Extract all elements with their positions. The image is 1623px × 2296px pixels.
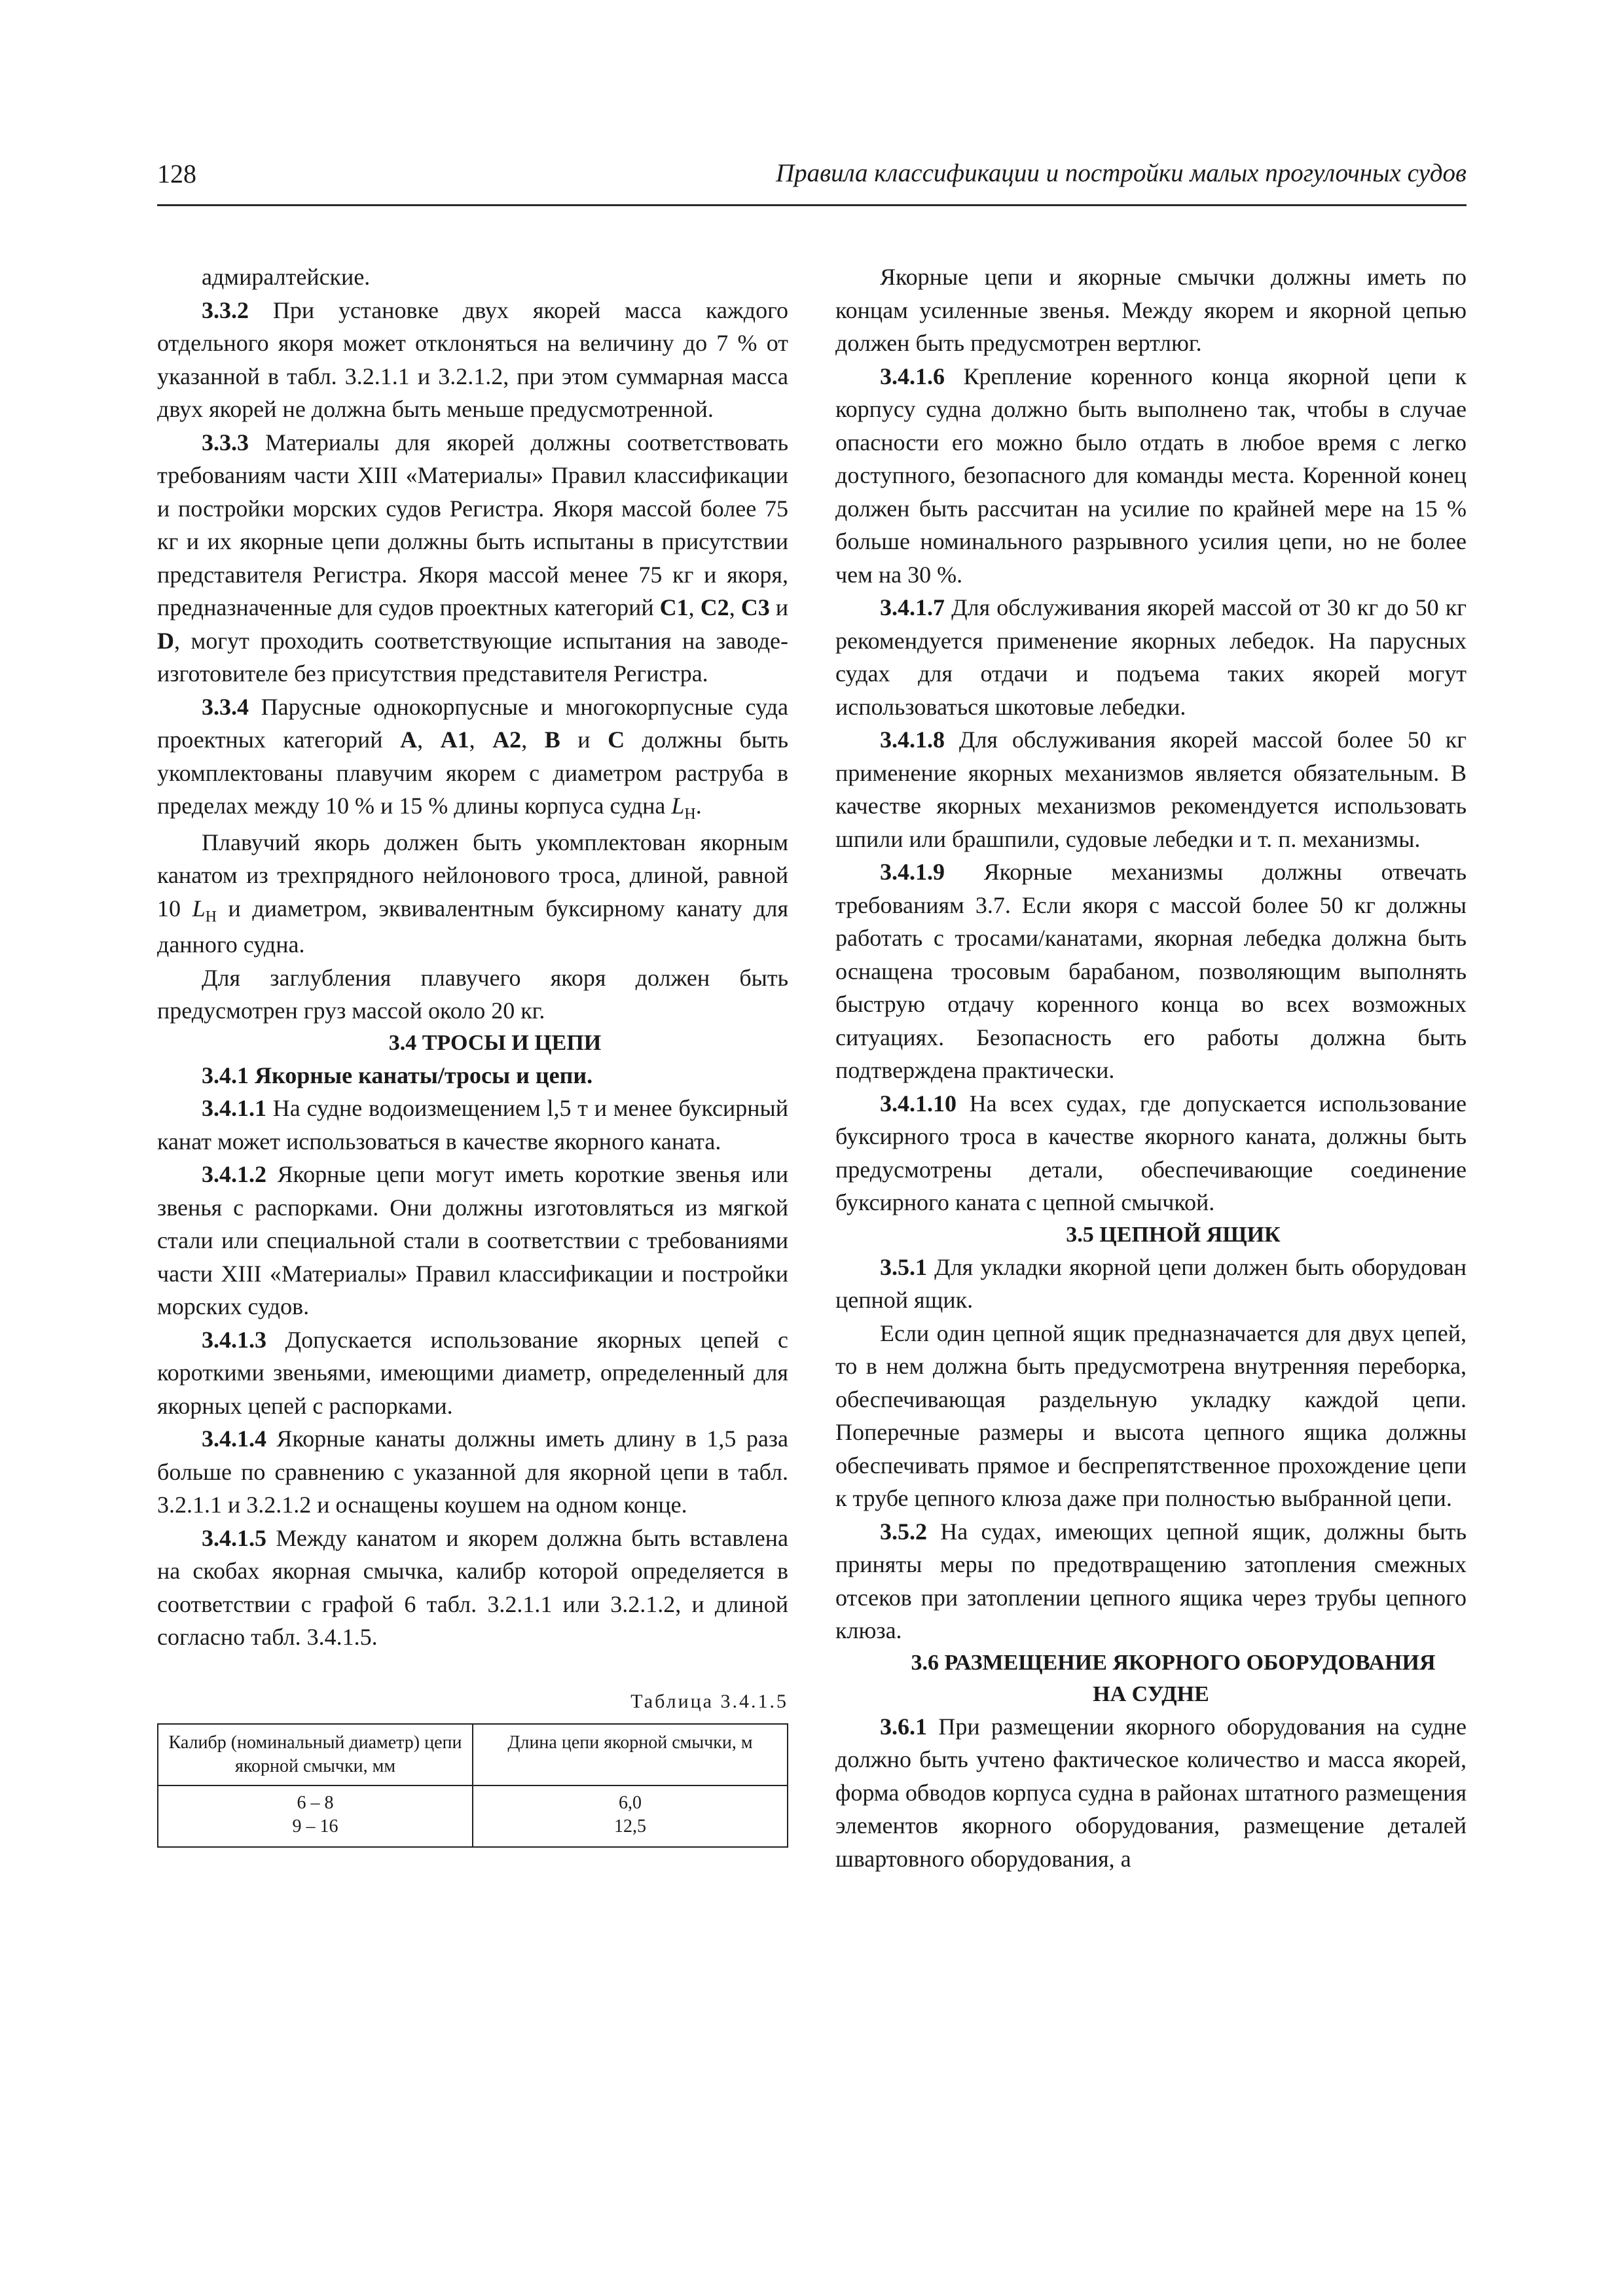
page-number: 128 <box>157 159 196 188</box>
clause-number: 3.6.1 <box>880 1713 927 1740</box>
paragraph-weight: Для заглубления плавучего якоря должен быть предусмотрен груз массой около 20 кг. <box>157 964 788 1024</box>
running-title: Правила классификации и постройки малых прогулочных судов <box>775 159 1467 187</box>
section-title-3-5: 3.5 ЦЕПНОЙ ЯЩИК <box>1066 1222 1281 1247</box>
paragraph-3-4-1-2: 3.4.1.2 Якорные цепи могут иметь короткие звенья или звенья с распорками. Они должны изготовляться из мягкой стали или специальной стали в соответствии с требованиями части XIII «Материалы» Правил классификации и постройки морских судов. <box>157 1161 788 1319</box>
clause-number: 3.4.1.4 <box>202 1426 266 1452</box>
paragraph-3-3-2: 3.3.2 При установке двух якорей масса каждого отдельного якоря может отклоняться на величину до 7 % от указанной в табл. 3.2.1.1 и 3.2.1.2, при этом суммарная масса двух якорей не должна быть меньше предусмотренной. <box>157 296 788 422</box>
table-cell-caliber: 6 – 8 9 – 16 <box>158 1785 473 1847</box>
paragraph-3-4-1-8: 3.4.1.8 Для обслуживания якорей массой более 50 кг применение якорных механизмов является обязательным. В качестве якорных механизмов рекомендуется использовать шпили или брашпили, судовые лебедки и т. п. механизмы. <box>835 726 1467 852</box>
clause-number: 3.5.1 <box>880 1253 927 1280</box>
paragraph-swivel: Якорные цепи и якорные смычки должны иметь по концам усиленные звенья. Между якорем и якорной цепью должен быть предусмотрен вертлюг. <box>835 264 1467 356</box>
clause-number: 3.4.1.3 <box>202 1326 266 1353</box>
clause-number: 3.3.3 <box>202 429 249 456</box>
clause-number: 3.4.1.5 <box>202 1524 266 1551</box>
paragraph-3-5-1: 3.5.1 Для укладки якорной цепи должен быть оборудован цепной ящик. <box>835 1253 1467 1313</box>
paragraph-3-4-1-7: 3.4.1.7 Для обслуживания якорей массой от 30 кг до 50 кг рекомендуется применение якорных лебедок. На парусных судах для отдачи и подъема таких якорей могут использоваться шкотовые лебедки. <box>835 594 1467 720</box>
table-header-length: Длина цепи якорной смычки, м <box>473 1724 788 1785</box>
header-divider <box>157 204 1467 206</box>
clause-number: 3.3.4 <box>202 693 249 720</box>
paragraph-3-4-1-10: 3.4.1.10 На всех судах, где допускается использование буксирного троса в качестве якорного каната, должны быть предусмотрены детали, обеспечивающие соединение буксирного каната с цепной смычкой. <box>835 1090 1467 1215</box>
paragraph-bulkhead: Если один цепной ящик предназначается для двух цепей, то в нем должна быть предусмотрена внутренняя переборка, обеспечивающая раздельную укладку каждой цепи. Поперечные размеры и высота цепного ящика должны обеспечивать прямое и беспрепятственное прохождение цепи к трубе цепного клюза даже при полностью выбранной цепи. <box>835 1319 1467 1511</box>
paragraph-3-6-1: 3.6.1 При размещении якорного оборудования на судне должно быть учтено фактическое количество и масса якорей, форма обводов корпуса судна в районах штатного размещения элементов якорного оборудования, размещение деталей швартовного оборудования, а <box>835 1713 1467 1872</box>
clause-number: 3.4.1.7 <box>880 594 945 620</box>
paragraph-3-4-1-1: 3.4.1.1 На судне водоизмещением l,5 т и менее буксирный канат может использоваться в качестве якорного каната. <box>157 1095 788 1155</box>
paragraph-3-5-2: 3.5.2 На судах, имеющих цепной ящик, должны быть приняты меры по предотвращению затопления смежных отсеков при затоплении цепного ящика через трубы цепного клюза. <box>835 1518 1467 1643</box>
paragraph-3-3-3: 3.3.3 Материалы для якорей должны соответствовать требованиям части XIII «Материалы» Правил классификации и постройки морских судов Регистра. Якоря массой более 75 кг и их якорные цепи должны быть испытаны в присутствии представителя Регистра. Якоря массой менее 75 кг и якоря, предназначенные для судов проектных категорий C1, C2, C3 и D, могут проходить соответствующие испытания на заводе-изготовителе без присутствия представителя Регистра. <box>157 429 789 687</box>
section-title-3-6: 3.6 РАЗМЕЩЕНИЕ ЯКОРНОГО ОБОРУДОВАНИЯ НА СУДНЕ <box>911 1650 1436 1706</box>
paragraph-3-4-1-4: 3.4.1.4 Якорные канаты должны иметь длину в 1,5 раза больше по сравнению с указанной для якорной цепи в табл. 3.2.1.1 и 3.2.1.2 и оснащены коушем на одном конце. <box>157 1426 788 1518</box>
clause-number: 3.4.1.2 <box>202 1161 266 1187</box>
paragraph-3-4-1-6: 3.4.1.6 Крепление коренного конца якорной цепи к корпусу судна должно быть выполнено так, чтобы в случае опасности его можно было отдать в любое время с легко доступного, безопасного для команды места. Коренной конец должен быть рассчитан на усилие по крайней мере на 15 % больше номинального разрывного усилия цепи, но не более чем на 30 %. <box>835 363 1467 588</box>
clause-number: 3.4.1.8 <box>880 726 945 753</box>
table-cell-length: 6,0 12,5 <box>473 1785 788 1847</box>
left-column <box>157 260 788 1848</box>
clause-number: 3.3.2 <box>202 296 249 323</box>
right-column <box>835 260 1467 1875</box>
section-title-3-4: 3.4 ТРОСЫ И ЦЕПИ <box>388 1030 602 1055</box>
paragraph-sea-anchor: Плавучий якорь должен быть укомплектован якорным канатом из трехпрядного нейлонового троса, длиной, равной 10 $L_H$ и диаметром, эквивалентным буксирному канату для данного судна. <box>157 829 789 958</box>
paragraph-3-4-1-9: 3.4.1.9 Якорные механизмы должны отвечать требованиям 3.7. Если якоря с массой более 50 кг должны работать с тросами/канатами, якорная лебедка должна быть оснащена тросовым барабаном, позволяющим выполнять быструю отдачу коренного конца во всех возможных ситуациях. Безопасность его работы должна быть подтверждена практически. <box>835 859 1467 1083</box>
paragraph-3-3-4: 3.3.4 Парусные однокорпусные и многокорпусные суда проектных категорий A, A1, A2, B и C должны быть укомплектованы плавучим якорем с диаметром раструба в пределах между 10 % и 15 % длины корпуса судна $L_H$. <box>157 693 788 823</box>
table-caption: Таблица 3.4.1.5 <box>630 1690 788 1712</box>
paragraph-3-4-1-5: 3.4.1.5 Между канатом и якорем должна быть вставлена на скобах якорная смычка, калибр которой определяется в соответствии с графой 6 табл. 3.2.1.1 или 3.2.1.2, и длиной согласно табл. 3.4.1.5. <box>157 1524 788 1650</box>
clause-number: 3.4.1.10 <box>880 1090 957 1117</box>
paragraph: адмиралтейские. <box>202 264 371 290</box>
clause-number: 3.4.1.6 <box>880 363 945 389</box>
chain-length-table <box>157 1723 788 1848</box>
page-header <box>157 158 1467 199</box>
clause-number: 3.4.1.1 <box>202 1095 266 1121</box>
clause-number: 3.4.1.9 <box>880 859 945 885</box>
clause-number: 3.5.2 <box>880 1518 927 1545</box>
subsection-title-3-4-1: 3.4.1 Якорные канаты/тросы и цепи. <box>202 1062 593 1088</box>
paragraph-3-4-1-3: 3.4.1.3 Допускается использование якорных цепей с короткими звеньями, имеющими диаметр, определенный для якорных цепей с распорками. <box>157 1326 788 1419</box>
table-header-caliber: Калибр (номинальный диаметр) цепи якорной смычки, мм <box>158 1724 473 1785</box>
